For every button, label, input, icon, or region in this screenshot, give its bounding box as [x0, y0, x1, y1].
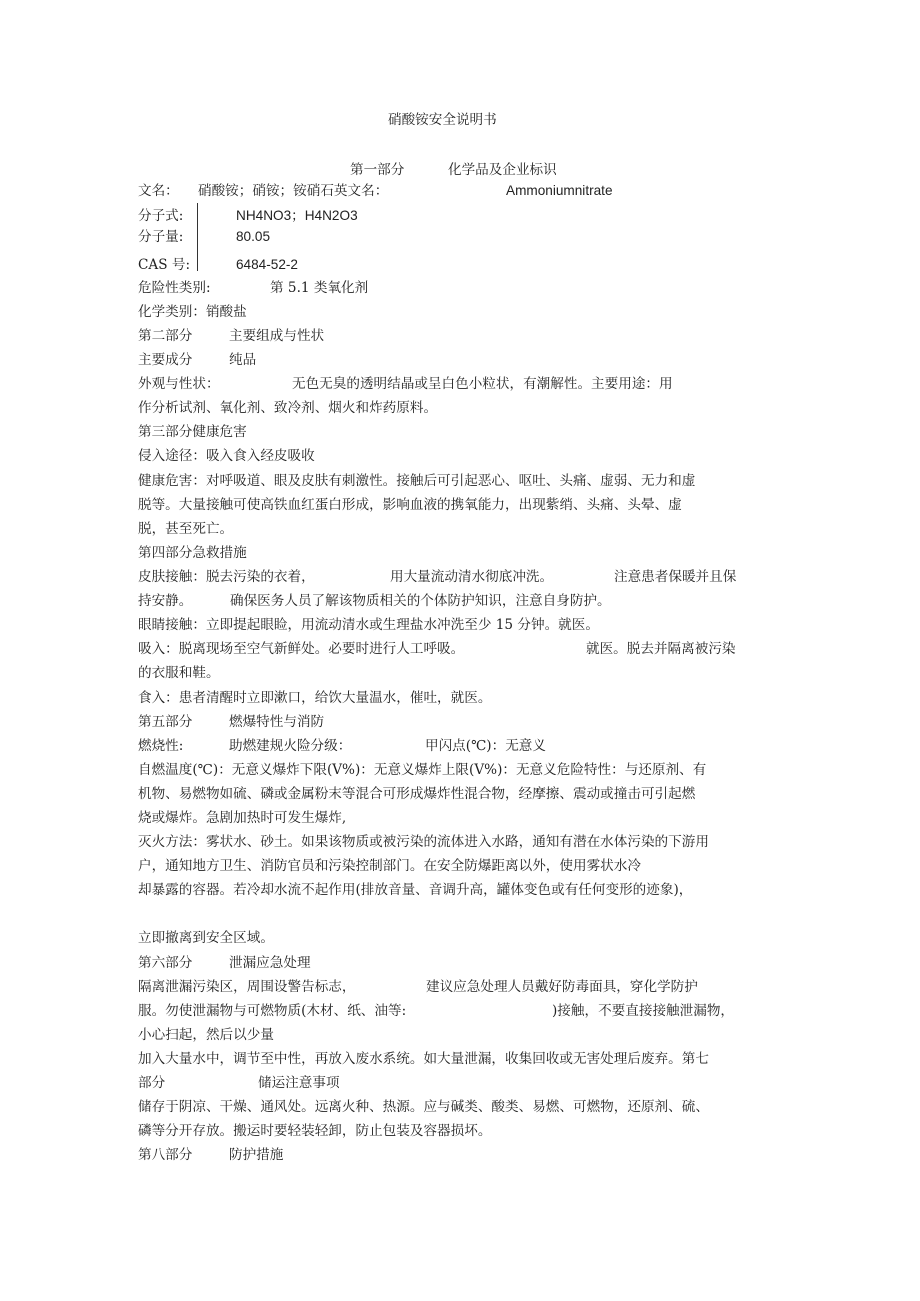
cas-label: CAS 号: [138, 257, 191, 273]
section-6-number: 第六部分 [138, 955, 193, 971]
autoignition-line-1: 自燃温度(℃)：无意义爆炸下限(V%)：无意义爆炸上限(V%)：无意义危险特性：与还原剂、有 [138, 762, 707, 778]
main-composition-label: 主要成分 [138, 352, 193, 368]
section-4-heading: 第四部分急救措施 [138, 545, 247, 561]
leak-line-1a: 隔离泄漏污染区，周围设警告标志， [138, 979, 356, 995]
formula-value: NH4NO3；H4N2O3 [236, 208, 358, 223]
inhalation-c: 的衣服和鞋。 [138, 665, 220, 681]
hazard-class-label: 危险性类别: [138, 280, 211, 296]
fire-fighting-line-1: 灭火方法：雾状水、砂土。如果该物质或被污染的流体进入水路，通知有潜在水体污染的下游用 [138, 834, 709, 850]
section-5-title: 燃爆特性与消防 [229, 714, 325, 730]
hazard-class-value: 第 5.1 类氧化剂 [270, 280, 369, 296]
english-name: Ammoniumnitrate [506, 183, 613, 198]
autoignition-line-2: 机物、易燃物如硫、磷或金属粉末等混合可形成爆炸性混合物，经摩擦、震动或撞击可引起燃 [138, 786, 696, 802]
leak-line-2a: 服。勿使泄漏物与可燃物质(木材、纸、油等: [138, 1003, 407, 1019]
fire-fighting-line-2: 户，通知地方卫生、消防官员和污染控制部门。在安全防爆距离以外，使用雾状水冷 [138, 858, 641, 874]
fire-fighting-line-3: 却暴露的容器。若冷却水流不起作用(排放音量、音调升高，罐体变色或有任何变形的迹象)， [138, 882, 693, 898]
molecular-weight-label: 分子量: [138, 229, 184, 245]
section-7-title: 储运注意事项 [258, 1075, 340, 1091]
section-2-title: 主要组成与性状 [229, 328, 325, 344]
section-8-title: 防护措施 [229, 1147, 284, 1163]
formula-label: 分子式: [138, 208, 184, 224]
chemical-class: 化学类别：销酸盐 [138, 304, 247, 320]
leak-line-1b: 建议应急处理人员戴好防毒面具，穿化学防护 [426, 979, 698, 995]
skin-contact-e: 确保医务人员了解该物质相关的个体防护知识，注意自身防护。 [230, 593, 611, 609]
section-2-number: 第二部分 [138, 328, 193, 344]
inhalation-b: 就医。脱去并隔离被污染 [586, 641, 736, 657]
health-hazard-line-3: 脱，甚至死亡。 [138, 521, 234, 537]
section-5-number: 第五部分 [138, 714, 193, 730]
combustibility-label: 燃烧性: [138, 738, 184, 754]
ingestion: 食入：患者清醒时立即漱口，给饮大量温水，催吐，就医。 [138, 690, 492, 706]
appearance-value: 无色无臭的透明结晶或呈白色小粒状，有潮解性。主要用途：用 [292, 376, 673, 392]
health-hazard-line-2: 脱等。大量接触可使高铁血红蛋白形成，影响血液的携氧能力，出现紫绡、头痛、头晕、虚 [138, 497, 682, 513]
eye-contact: 眼睛接触：立即提起眼睑，用流动清水或生理盐水冲洗至少 15 分钟。就医。 [138, 617, 599, 633]
inhalation-a: 吸入：脱离现场至空气新鲜处。必要时进行人工呼吸。 [138, 641, 465, 657]
main-composition-value: 纯品 [229, 352, 257, 368]
name-label: 文名： [138, 183, 179, 199]
storage-line-2: 磷等分开存放。搬运时要轻装轻卸，防止包装及容器损坏。 [138, 1123, 492, 1139]
section-7-number: 部分 [138, 1075, 166, 1091]
combustibility-value: 助燃建规火险分级： [229, 738, 352, 754]
leak-line-3: 小心扫起，然后以少量 [138, 1027, 274, 1043]
appearance-label: 外观与性状： [138, 376, 220, 392]
skin-contact-c: 注意患者保暖并且保 [614, 569, 737, 585]
health-hazard-line-1: 健康危害：对呼吸道、眼及皮肤有刺激性。接触后可引起恶心、呕吐、头痛、虚弱、无力和虚 [138, 473, 696, 489]
document-title: 硝酸铵安全说明书 [388, 112, 497, 128]
name-value: 硝酸铵；硝铵；铵硝石英文名： [198, 183, 389, 199]
flash-point: 甲闪点(℃)：无意义 [425, 738, 546, 754]
leak-line-4: 加入大量水中，调节至中性，再放入废水系统。如大量泄漏，收集回收或无害处理后废弃。第七 [138, 1051, 709, 1067]
section-1-title: 化学品及企业标识 [448, 162, 557, 178]
section-3-heading: 第三部分健康危害 [138, 424, 247, 440]
skin-contact-b: 用大量流动清水彻底冲洗。 [390, 569, 554, 585]
exposure-route: 侵入途径：吸入食入经皮吸收 [138, 448, 315, 464]
table-divider-line [197, 203, 198, 271]
skin-contact-d: 持安静。 [138, 593, 193, 609]
skin-contact-a: 皮肤接触：脱去污染的衣着， [138, 569, 315, 585]
fire-fighting-line-4: 立即撤离到安全区域。 [138, 930, 274, 946]
appearance-usage: 作分析试剂、氧化剂、致冷剂、烟火和炸药原料。 [138, 400, 438, 416]
leak-line-2b: )接触，不要直接接触泄漏物， [552, 1003, 735, 1019]
section-1-number: 第一部分 [350, 162, 405, 178]
cas-value: 6484-52-2 [236, 257, 298, 272]
autoignition-line-3: 烧或爆炸。急剧加热时可发生爆炸, [138, 810, 347, 826]
storage-line-1: 储存于阴凉、干燥、通风处。远离火种、热源。应与碱类、酸类、易燃、可燃物，还原剂、硫、 [138, 1099, 709, 1115]
section-6-title: 泄漏应急处理 [229, 955, 311, 971]
molecular-weight-value: 80.05 [236, 229, 271, 244]
section-8-number: 第八部分 [138, 1147, 193, 1163]
